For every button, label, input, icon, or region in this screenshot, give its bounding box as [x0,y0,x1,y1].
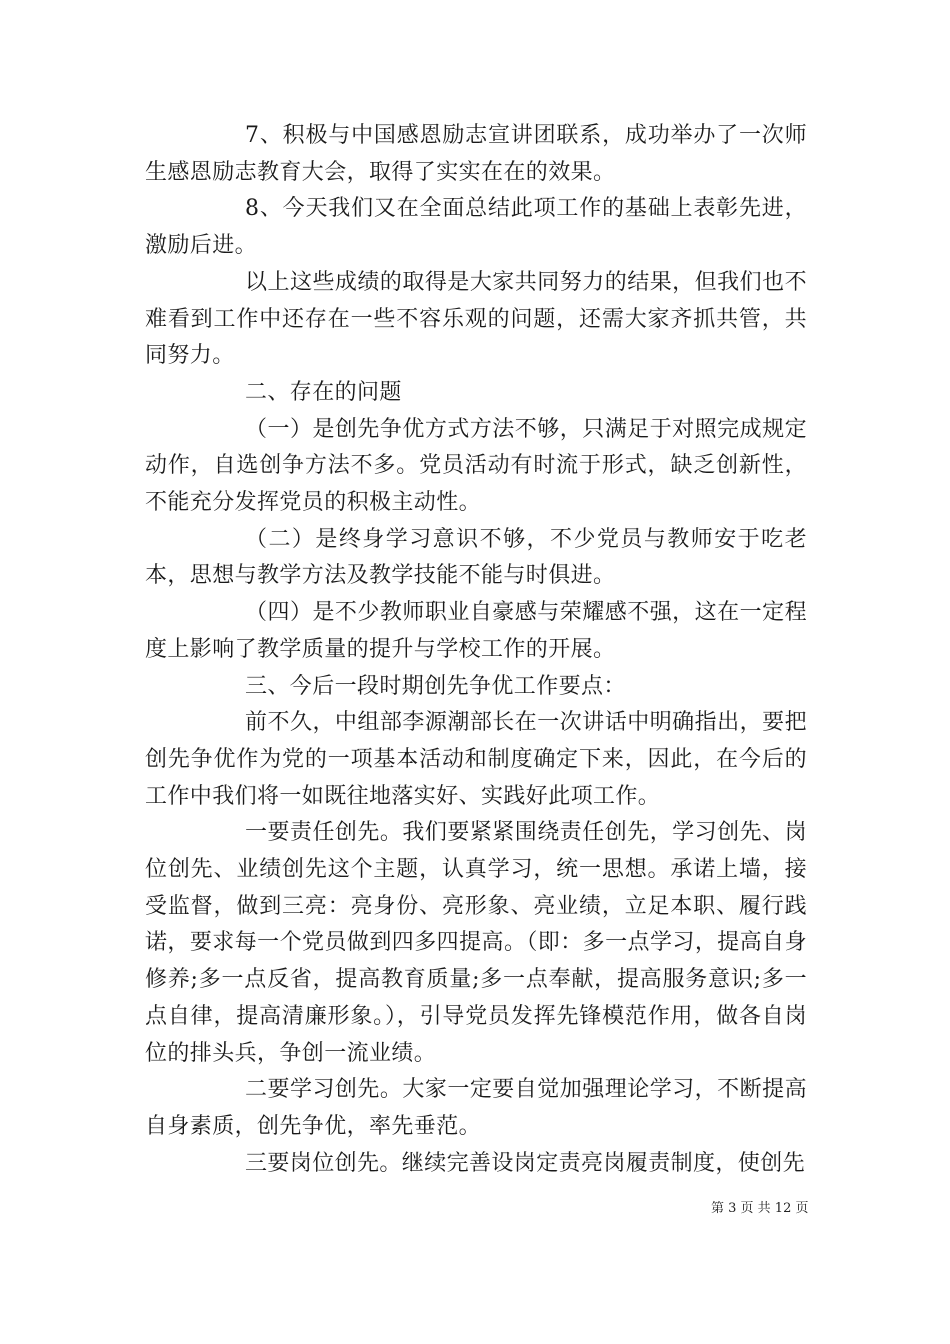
paragraph-problem-1: （一）是创先争优方式方法不够，只满足于对照完成规定动作，自选创争方法不多。党员活动有时流于形式，缺乏创新性，不能充分发挥党员的积极主动性。 [145,416,807,516]
paragraph-problem-2: （二）是终身学习意识不够，不少党员与教师安于吃老本，思想与教学方法及教学技能不能与时俱进。 [145,526,807,589]
paragraph-learning: 二要学习创先。大家一定要自觉加强理论学习，不断提高自身素质，创先争优，率先垂范。 [145,1077,807,1139]
paragraph-responsibility: 一要责任创先。我们要紧紧围绕责任创先，学习创先、岗位创先、业绩创先这个主题，认真学习，统一思想。承诺上墙，接受监督，做到三亮：亮身份、亮形象、亮业绩，立足本职、履行践诺，要求每一个党员做到四多四提高。（即：多一点学习，提高自身修养;多一点反省，提高教育质量;多一点奉献，提高服务意识;多一点自律，提高清廉形象。），引导党员发挥先锋模范作用，做各自岗位的排头兵，争创一流业绩。 [145,820,807,1066]
paragraph-item-7: 7、积极与中国感恩励志宣讲团联系，成功举办了一次师生感恩励志教育大会，取得了实实在在的效果。 [145,123,807,185]
paragraph-problem-4: （四）是不少教师职业自豪感与荣耀感不强，这在一定程度上影响了教学质量的提升与学校工作的开展。 [145,600,807,662]
document-body [145,118,807,1182]
paragraph-future-intro: 前不久，中组部李源潮部长在一次讲话中明确指出，要把创先争优作为党的一项基本活动和制度确定下来，因此，在今后的工作中我们将一如既往地落实好、实践好此项工作。 [145,710,807,809]
paragraph-item-8: 8、今天我们又在全面总结此项工作的基础上表彰先进，激励后进。 [145,196,807,259]
section-heading-future-points: 三、今后一段时期创先争优工作要点： [245,673,626,699]
section-heading-problems: 二、存在的问题 [245,379,402,405]
paragraph-position: 三要岗位创先。继续完善设岗定责亮岗履责制度，使创先 [245,1150,806,1176]
page-number-footer: 第 3 页 共 12 页 [711,1201,809,1216]
paragraph-achievements-summary: 以上这些成绩的取得是大家共同努力的结果，但我们也不难看到工作中还存在一些不容乐观的问题，还需大家齐抓共管，共同努力。 [145,269,807,369]
